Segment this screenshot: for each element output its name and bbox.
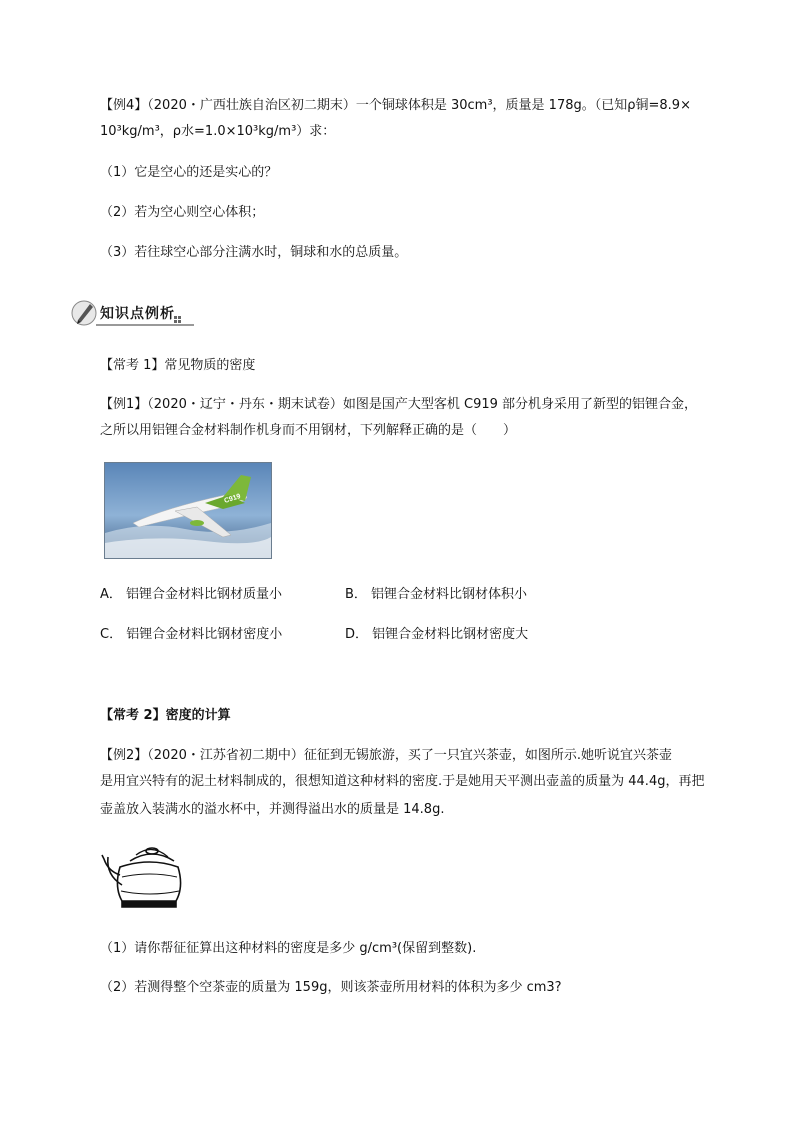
section-header [70, 298, 194, 328]
example2-line1: 【例2】（2020・江苏省初二期中）征征到无锡旅游，买了一只宜兴茶壶，如图所示.她听说宜兴茶壶 [100, 748, 672, 763]
example2-line3: 壶盖放入装满水的溢水杯中，并测得溢出水的质量是 14.8g. [100, 802, 445, 817]
topic2-heading: 【常考 2】密度的计算 [100, 708, 231, 723]
example4-line2: 10³kg/m³，ρ水=1.0×10³kg/m³）求： [100, 124, 336, 139]
example4-question2: （2）若为空心则空心体积； [100, 205, 265, 220]
example2-question2: （2）若测得整个空茶壶的质量为 159g，则该茶壶所用材料的体积为多少 cm3? [100, 980, 562, 995]
example2-line2: 是用宜兴特有的泥土材料制成的，很想知道这种材料的密度.于是她用天平测出壶盖的质量为 44.4g，再把 [100, 774, 705, 789]
example4-question3: （3）若往球空心部分注满水时，铜球和水的总质量。 [100, 245, 408, 260]
topic1-heading: 【常考 1】常见物质的密度 [100, 358, 256, 373]
example2-question1: （1）请你帮征征算出这种材料的密度是多少 g/cm³(保留到整数). [100, 941, 477, 956]
option-c: C． 铝锂合金材料比钢材密度小 [100, 627, 283, 642]
example4-line1: 【例4】（2020・广西壮族自治区初二期末）一个铜球体积是 30cm³，质量是 178g。（已知ρ铜=8.9× [100, 98, 691, 113]
section-title: 知识点例析 [100, 306, 175, 322]
plane-livery-text: C919 [223, 493, 242, 505]
option-d: D． 铝锂合金材料比钢材密度大 [345, 627, 529, 642]
option-b: B． 铝锂合金材料比钢材体积小 [345, 587, 528, 602]
teapot-image [100, 845, 184, 910]
airplane-image [104, 462, 272, 559]
example4-question1: （1）它是空心的还是实心的？ [100, 165, 278, 180]
option-a: A． 铝锂合金材料比钢材质量小 [100, 587, 283, 602]
example1-line2: 之所以用铝锂合金材料制作机身而不用钢材，下列解释正确的是（ ） [100, 423, 517, 438]
example1-line1: 【例1】（2020・辽宁・丹东・期末试卷）如图是国产大型客机 C919 部分机身采用了新型的铝锂合金， [100, 397, 698, 412]
